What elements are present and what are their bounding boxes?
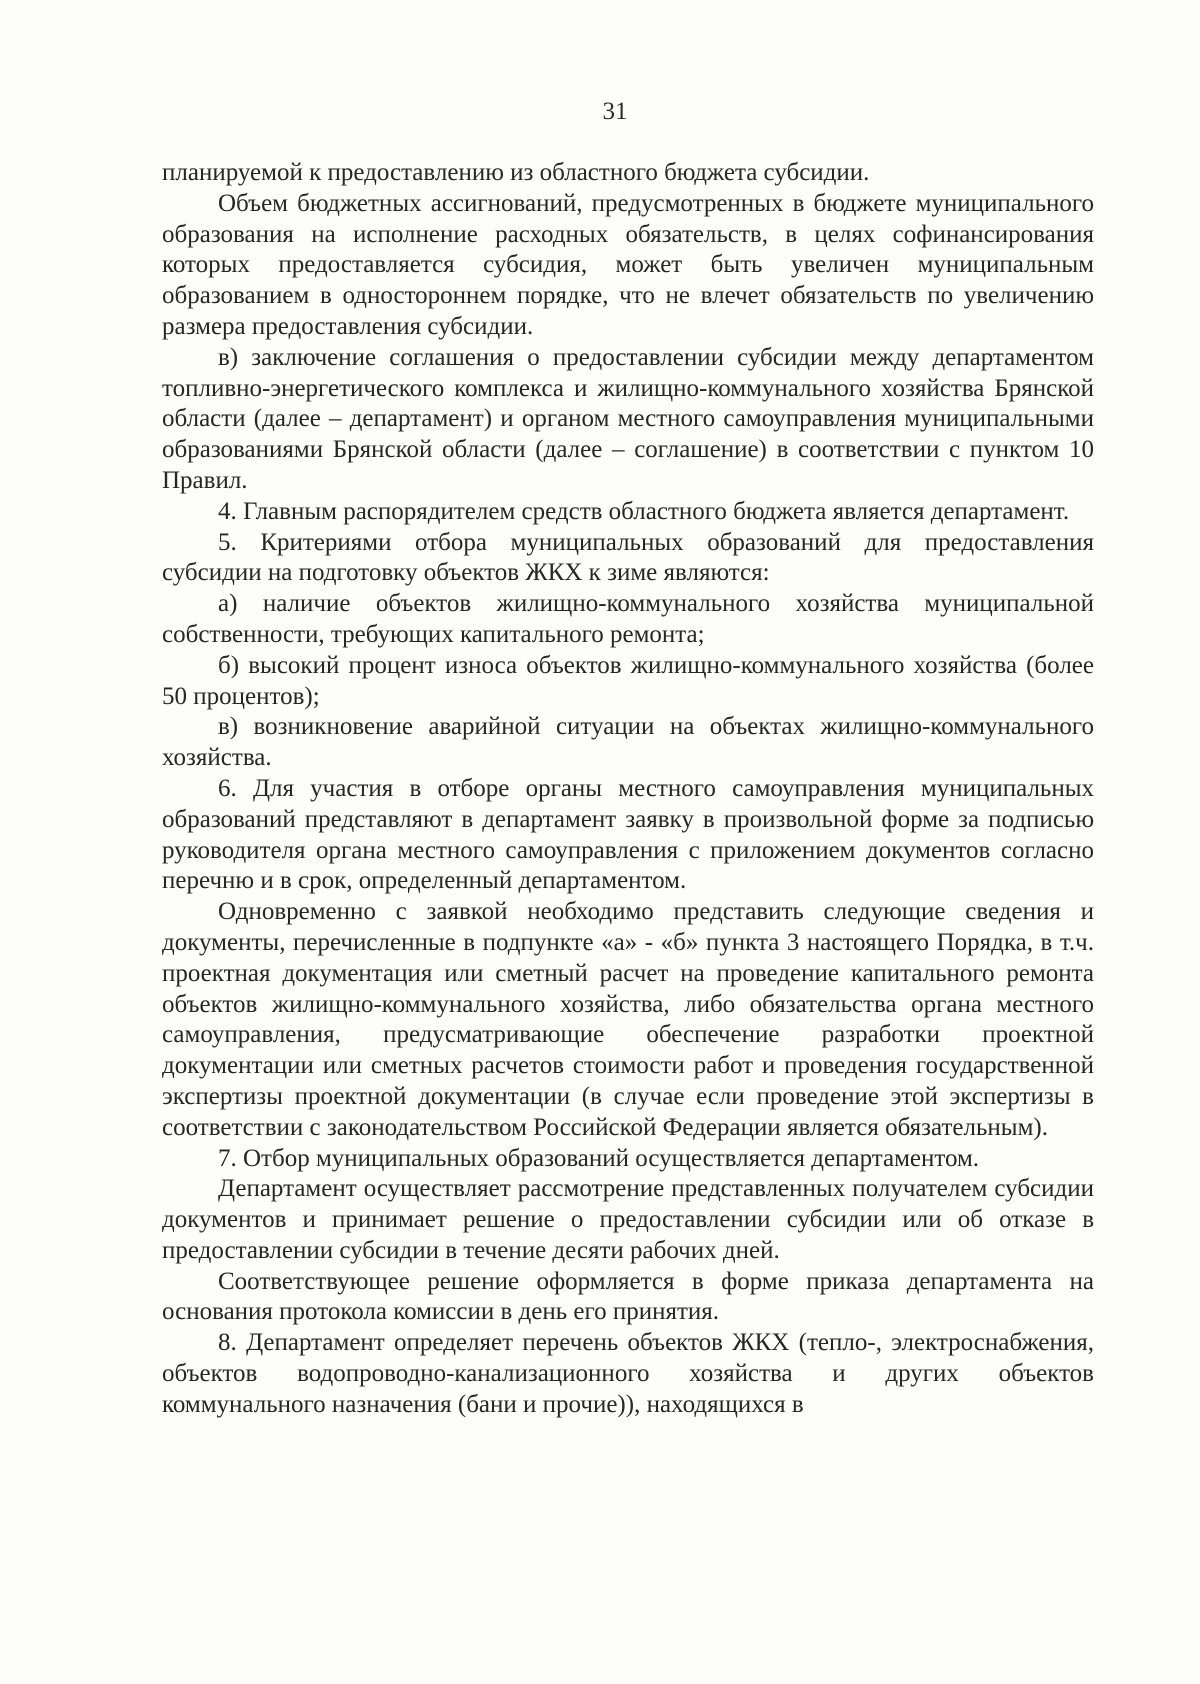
paragraph-criterion-v: в) возникновение аварийной ситуации на объектах жилищно-коммунального хозяйства. <box>162 713 1094 772</box>
page-number: 31 <box>602 98 628 125</box>
paragraph-clause-7: 7. Отбор муниципальных образований осуществляется департаментом. <box>218 1144 980 1172</box>
paragraph-review-decision: Департамент осуществляет рассмотрение представленных получателем субсидии документов и принимает решение о предоставлении субсидии или об отказе в предоставлении субсидии в течение десяти рабочих дней. <box>162 1175 1094 1264</box>
paragraph-clause-5: 5. Критериями отбора муниципальных образований для предоставления субсидии на подготовку объектов ЖКХ к зиме являются: <box>162 528 1094 587</box>
paragraph-budget-allocations: Объем бюджетных ассигнований, предусмотренных в бюджете муниципального образования на исполнение расходных обязательств, в целях софинансирования которых предоставляется субсидия, может быть увеличен муниципальным образованием в одностороннем порядке, что не влечет обязательств по увеличению размера предоставления субсидии. <box>162 189 1094 340</box>
paragraph-clause-6: 6. Для участия в отборе органы местного самоуправления муниципальных образований представляют в департамент заявку в произвольной форме за подписью руководителя органа местного самоуправления с приложением документов согласно перечню и в срок, определенный департаментом. <box>162 774 1094 895</box>
paragraph-order-formalization: Соответствующее решение оформляется в форме приказа департамента на основания протокола комиссии в день его принятия. <box>162 1267 1094 1326</box>
paragraph-criterion-b: б) высокий процент износа объектов жилищно-коммунального хозяйства (более 50 процентов); <box>162 651 1094 710</box>
paragraph-required-documents: Одновременно с заявкой необходимо представить следующие сведения и документы, перечисленные в подпункте «а» - «б» пункта 3 настоящего Порядка, в т.ч. проектная документация или сметный расчет на проведение капитального ремонта объектов жилищно-коммунального хозяйства, либо обязательства органа местного самоуправления, предусматривающие обеспечение разработки проектной документации или сметных расчетов стоимости работ и проведения государственной экспертизы проектной документации (в случае если проведение этой экспертизы в соответствии с законодательством Российской Федерации является обязательным). <box>162 898 1094 1141</box>
paragraph-clause-8: 8. Департамент определяет перечень объектов ЖКХ (тепло-, электроснабжения, объектов водопроводно-канализационного хозяйства и других объектов коммунального назначения (бани и прочие)), находящихся в <box>162 1329 1094 1418</box>
paragraph-item-v-agreement: в) заключение соглашения о предоставлении субсидии между департаментом топливно-энергетического комплекса и жилищно-коммунального хозяйства Брянской области (далее – департамент) и органом местного самоуправления муниципальными образованиями Брянской области (далее – соглашение) в соответствии с пунктом 10 Правил. <box>162 343 1094 494</box>
paragraph-clause-4: 4. Главным распорядителем средств областного бюджета является департамент. <box>218 497 1070 525</box>
paragraph-criterion-a: а) наличие объектов жилищно-коммунального хозяйства муниципальной собственности, требующих капитального ремонта; <box>162 590 1094 648</box>
paragraph-continuation: планируемой к предоставлению из областного бюджета субсидии. <box>162 159 870 186</box>
document-body <box>162 158 1094 1421</box>
